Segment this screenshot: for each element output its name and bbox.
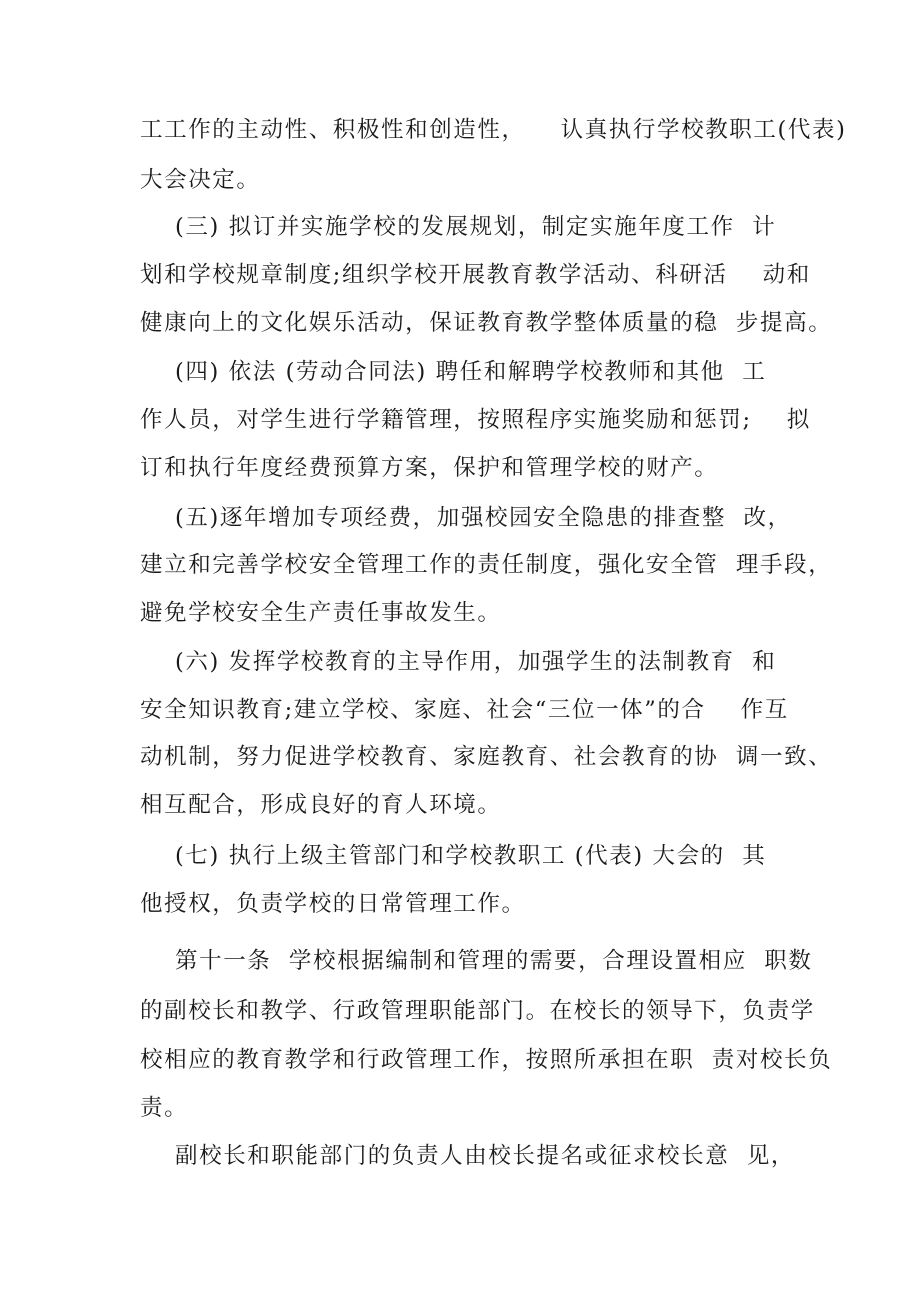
text-line: 大会决定。: [140, 167, 261, 193]
text-line: 工工作的主动性、积极性和创造性， 认真执行学校教职工(代表): [140, 117, 847, 143]
text-line: 健康向上的文化娱乐活动，保证教育教学整体质量的稳 步提高。: [140, 310, 833, 336]
paragraph-5-line: (五)逐年增加专项经费，加强校园安全隐患的排查整 改，: [140, 505, 792, 531]
text-line: 订和执行年度经费预算方案，保护和管理学校的财产。: [140, 455, 719, 481]
text-line: 校相应的教育教学和行政管理工作，按照所承担在职 责对校长负: [140, 1047, 833, 1073]
text-line: 他授权，负责学校的日常管理工作。: [140, 891, 526, 917]
paragraph-7-line: (七) 执行上级主管部门和学校教职工 (代表) 大会的 其: [140, 843, 767, 869]
text-line: 责。: [140, 1095, 189, 1121]
text-line: 划和学校规章制度;组织学校开展教育教学活动、科研活 动和: [140, 262, 811, 288]
text-line: 建立和完善学校安全管理工作的责任制度，强化安全管 理手段，: [140, 552, 833, 578]
text-line: 的副校长和教学、行政管理职能部门。在校长的领导下，负责学: [140, 998, 815, 1024]
article-11-line: 第十一条 学校根据编制和管理的需要，合理设置相应 职数: [140, 948, 813, 974]
text-line: 作人员，对学生进行学籍管理，按照程序实施奖励和惩罚; 拟: [140, 407, 811, 433]
text-line: 避免学校安全生产责任事故发生。: [140, 600, 502, 626]
text-line: 相互配合，形成良好的育人环境。: [140, 792, 502, 818]
paragraph-6-line: (六) 发挥学校教育的主导作用，加强学生的法制教育 和: [140, 649, 777, 675]
paragraph-3-line: (三) 拟订并实施学校的发展规划，制定实施年度工作 计: [140, 214, 777, 240]
text-line: 安全知识教育;建立学校、家庭、社会“三位一体”的合 作互: [140, 697, 789, 723]
paragraph-vice-principal-line: 副校长和职能部门的负责人由校长提名或征求校长意 见，: [140, 1143, 796, 1169]
text-line: 动机制，努力促进学校教育、家庭教育、社会教育的协 调一致、: [140, 744, 833, 770]
paragraph-4-line: (四) 依法 (劳动合同法) 聘任和解聘学校教师和其他 工: [140, 359, 767, 385]
